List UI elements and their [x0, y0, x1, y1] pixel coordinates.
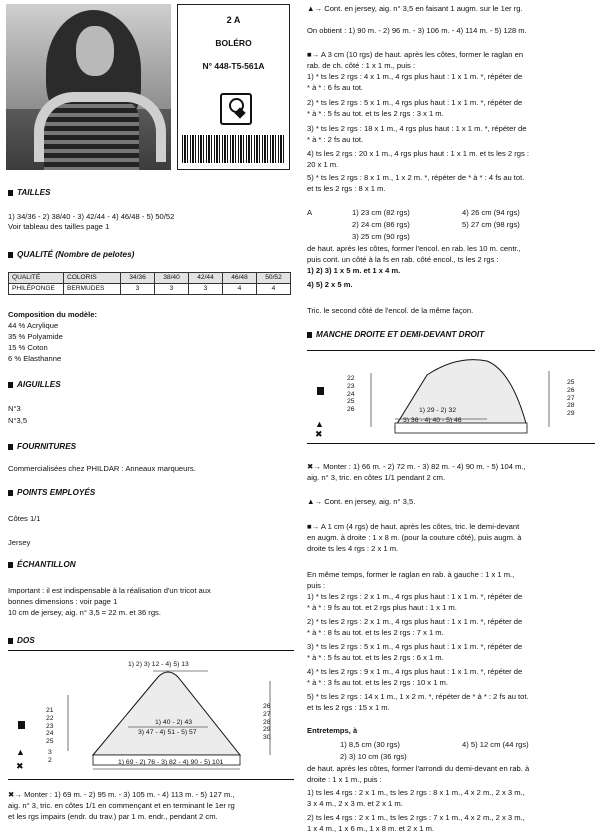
table-cell: 42/44: [189, 273, 223, 284]
dos-mid-label: 3) 47 - 4) 51 - 5) 57: [138, 729, 197, 736]
cross-marker-icon: ✖: [16, 761, 24, 771]
section-fournitures: FOURNITURES: [8, 442, 76, 452]
instruction-line: 4) * ts les 2 rgs : 9 x 1 m., 4 rgs plus haut : 1 x 1 m. *, répéter de: [307, 667, 523, 676]
instruction-line: * à * : 8 fs au tot. et ts les 2 rgs : 7 x 1 m.: [307, 628, 444, 637]
instruction-line: On obtient : 1) 90 m. - 2) 96 m. - 3) 106 m. - 4) 114 m. - 5) 128 m.: [307, 26, 527, 35]
table-cell: COLORIS: [64, 273, 121, 284]
table-cell: QUALITÉ: [9, 273, 64, 284]
manche-diagram: [307, 350, 595, 444]
instruction-line: 1) 2) 3) 1 x 5 m. et 1 x 4 m.: [307, 266, 401, 275]
a-col: 1) 23 cm (82 rgs): [352, 208, 410, 217]
instruction-line: et ts les 2 rgs : 15 x 1 m.: [307, 703, 390, 712]
instruction-line: En même temps, former le raglan en rab. à gauche : 1 x 1 m.,: [307, 570, 515, 579]
instruction-line: puis cont. un côté à la fs en rab. côté encol., ts les 2 rgs :: [307, 255, 499, 264]
barcode-icon: [182, 135, 285, 163]
manche-bottom-label: 3) 36 - 4) 40 - 5) 46: [403, 417, 462, 424]
instruction-line: de haut. après les côtes, former l'encol. en rab. les 10 m. centr.,: [307, 244, 521, 253]
section-tailles: TAILLES: [8, 188, 51, 198]
instruction-line: 3) * ts les 2 rgs : 5 x 1 m., 4 rgs plus haut : 1 x 1 m. *, répéter de: [307, 642, 523, 651]
section-qualite: QUALITÉ (Nombre de pelotes): [8, 250, 134, 260]
dos-bottom-label: 1) 69 - 2) 76 - 3) 82 - 4) 90 - 5) 101: [118, 759, 224, 766]
section-aiguilles: AIGUILLES: [8, 380, 61, 390]
table-cell: 4: [257, 284, 291, 295]
echantillon-line: 10 cm de jersey, aig. n° 3,5 = 22 m. et 36 rgs.: [8, 608, 161, 617]
difficulty-icon: [220, 93, 252, 125]
instruction-line: Tric. le second côté de l'encol. de la même façon.: [307, 306, 474, 315]
instruction-line: * à * : 6 fs au tot.: [307, 83, 364, 92]
instruction-line: 2) * ts les 2 rgs : 5 x 1 m., 4 rgs plus haut : 1 x 1 m. *, répéter de: [307, 98, 523, 107]
instruction-line: 3) * ts les 2 rgs : 18 x 1 m., 4 rgs plus haut : 1 x 1 m. *, répéter de: [307, 124, 527, 133]
table-cell: 3: [155, 284, 189, 295]
table-cell: 46/48: [223, 273, 257, 284]
dos-line: et les rgs impairs (endr. du trav.) par 1 m. endr., pendant 2 cm.: [8, 812, 218, 821]
composition-line: 44 % Acrylique: [8, 321, 59, 330]
instruction-line: ■→ A 3 cm (10 rgs) de haut. après les côtes, former le raglan en: [307, 50, 524, 59]
instruction-line: de haut. après les côtes, former l'arrondi du demi-devant en rab. à: [307, 764, 530, 773]
table-cell: PHILÉPONGE: [9, 284, 64, 295]
a-col: 5) 27 cm (98 rgs): [462, 220, 520, 229]
instruction-line: ✖→ Monter : 1) 66 m. - 2) 72 m. - 3) 82 m. - 4) 90 m. - 5) 104 m.,: [307, 462, 526, 471]
dos-line: aig. n° 3, tric. en côtes 1/1 en commençant et en terminant le 1er rg: [8, 801, 235, 810]
square-marker-icon: [18, 721, 25, 729]
composition-line: 6 % Elasthanne: [8, 354, 62, 363]
section-echantillon: ÉCHANTILLON: [8, 560, 76, 570]
instruction-line: * à * : 5 fs au tot. et ts les 2 rgs : 6 x 1 m.: [307, 653, 444, 662]
entretemps-col: 1) 8,5 cm (30 rgs): [340, 740, 400, 749]
instruction-line: 5) * ts les 2 rgs : 8 x 1 m., 1 x 2 m. *, répéter de * à * : 4 fs au tot.: [307, 173, 525, 182]
instruction-line: 5) * ts les 2 rgs : 14 x 1 m., 1 x 2 m. *, répéter de * à * : 2 fs au tot.: [307, 692, 529, 701]
square-marker-icon: [317, 387, 324, 395]
instruction-line: 2) * ts les 2 rgs : 2 x 1 m., 4 rgs plus haut : 1 x 1 m. *, répéter de: [307, 617, 523, 626]
echantillon-line: bonnes dimensions : voir page 1: [8, 597, 118, 606]
table-cell: 4: [223, 284, 257, 295]
pattern-ref: N° 448-T5-561A: [202, 60, 265, 71]
table-cell: 38/40: [155, 273, 189, 284]
instruction-line: * à * : 5 fs au tot. et ts les 2 rgs : 3 x 1 m.: [307, 109, 444, 118]
instruction-line: 1) ts les 4 rgs : 2 x 1 m., ts les 2 rgs : 8 x 1 m., 4 x 2 m., 2 x 3 m.,: [307, 788, 525, 797]
points-line: Jersey: [8, 538, 31, 547]
triangle-marker-icon: ▲: [315, 419, 324, 429]
instruction-line: et ts les 2 rgs : 8 x 1 m.: [307, 184, 386, 193]
points-line: Côtes 1/1: [8, 514, 41, 523]
aiguilles-line: N°3,5: [8, 416, 28, 425]
pattern-model: BOLÉRO: [215, 38, 252, 49]
instruction-line: 1) * ts les 2 rgs : 4 x 1 m., 4 rgs plus haut : 1 x 1 m. *, répéter de: [307, 72, 523, 81]
dos-left-nums: 21 22 23 24 25: [46, 707, 54, 746]
instruction-line: 1 x 4 m., 1 x 6 m., 1 x 8 m. et 2 x 1 m.: [307, 824, 435, 833]
dos-diagram: [8, 650, 294, 780]
yarn-table: [8, 272, 291, 295]
instruction-line: 3 x 4 m., 2 x 3 m. et 2 x 1 m.: [307, 799, 403, 808]
entretemps-col: 2) 3) 10 cm (36 rgs): [340, 752, 407, 761]
instruction-line: ▲→ Cont. en jersey, aig. n° 3,5 en faisant 1 augm. sur le 1er rg.: [307, 4, 523, 13]
manche-left-nums: 22 23 24 25 26: [347, 375, 355, 414]
composition-title: Composition du modèle:: [8, 310, 98, 319]
fournitures-line: Commercialisées chez PHILDAR : Anneaux marqueurs.: [8, 464, 196, 473]
manche-mid-label: 1) 29 - 2) 32: [419, 407, 457, 414]
table-row: [9, 284, 291, 295]
a-col: 2) 24 cm (86 rgs): [352, 220, 410, 229]
instruction-line: en augm. à droite : 1 x 8 m. (pour la couture côté), puis augm. à: [307, 533, 522, 542]
table-cell: 3: [189, 284, 223, 295]
dos-line: ✖→ Monter : 1) 69 m. - 2) 95 m. - 3) 105 m. - 4) 113 m. - 5) 127 m.,: [8, 790, 235, 799]
instruction-line: * à * : 2 fs au tot.: [307, 135, 364, 144]
tailles-line: 1) 34/36 - 2) 38/40 - 3) 42/44 - 4) 46/48 - 5) 50/52: [8, 212, 175, 221]
instruction-line: ▲→ Cont. en jersey, aig. n° 3,5.: [307, 497, 416, 506]
section-points: POINTS EMPLOYÉS: [8, 488, 95, 498]
pattern-info-box: [177, 4, 290, 170]
section-manche: MANCHE DROITE ET DEMI-DEVANT DROIT: [307, 330, 484, 340]
a-col: 4) 26 cm (94 rgs): [462, 208, 520, 217]
instruction-line: 4) 5) 2 x 5 m.: [307, 280, 353, 289]
instruction-line: aig. n° 3, tric. en côtes 1/1 pendant 2 cm.: [307, 473, 446, 482]
triangle-marker-icon: ▲: [16, 747, 25, 757]
table-cell: 50/52: [257, 273, 291, 284]
dos-mid-label: 1) 40 - 2) 43: [155, 719, 193, 726]
instruction-line: * à * : 9 fs au tot. et 2 rgs plus haut : 1 x 1 m.: [307, 603, 457, 612]
table-header-row: [9, 273, 291, 284]
instruction-line: droite ts les 4 rgs : 2 x 1 m.: [307, 544, 399, 553]
a-label: A: [307, 208, 313, 217]
table-cell: 34/36: [121, 273, 155, 284]
aiguilles-line: N°3: [8, 404, 21, 413]
section-dos: DOS: [8, 636, 35, 646]
instruction-line: rab. de ch. côté : 1 x 1 m., puis :: [307, 61, 416, 70]
instruction-line: ■→ A 1 cm (4 rgs) de haut. après les côtes, tric. le demi-devant: [307, 522, 520, 531]
instruction-line: droite : 1 x 1 m., puis :: [307, 775, 382, 784]
instruction-line: puis :: [307, 581, 326, 590]
echantillon-line: Important : il est indispensable à la réalisation d'un tricot aux: [8, 586, 211, 595]
dos-right-nums: 26 27 28 29 30: [263, 703, 271, 742]
cross-marker-icon: ✖: [315, 429, 323, 439]
instruction-line: 2) ts les 4 rgs : 2 x 1 m., ts les 2 rgs : 7 x 1 m., 4 x 2 m., 2 x 3 m.,: [307, 813, 525, 822]
tailles-line: Voir tableau des tailles page 1: [8, 222, 110, 231]
table-cell: 3: [121, 284, 155, 295]
pattern-code: 2 A: [226, 15, 241, 25]
instruction-line: * à * : 3 fs au tot. et ts les 2 rgs : 10 x 1 m.: [307, 678, 448, 687]
manche-right-nums: 25 26 27 28 29: [567, 379, 575, 418]
dos-top-label: 1) 2) 3) 12 - 4) 5) 13: [128, 661, 189, 668]
composition-line: 15 % Coton: [8, 343, 48, 352]
model-photo: [6, 4, 171, 170]
instruction-line: 1) * ts les 2 rgs : 2 x 1 m., 4 rgs plus haut : 1 x 1 m. *, répéter de: [307, 592, 523, 601]
composition-line: 35 % Polyamide: [8, 332, 63, 341]
a-col: 3) 25 cm (90 rgs): [352, 232, 410, 241]
entretemps-col: 4) 5) 12 cm (44 rgs): [462, 740, 529, 749]
instruction-line: 20 x 1 m.: [307, 160, 339, 169]
instruction-line: Entretemps, à: [307, 726, 358, 735]
table-cell: BERMUDES: [64, 284, 121, 295]
dos-small-nums: 3 2: [48, 749, 52, 764]
instruction-line: 4) ts les 2 rgs : 20 x 1 m., 4 rgs plus haut : 1 x 1 m. et ts les 2 rgs :: [307, 149, 529, 158]
